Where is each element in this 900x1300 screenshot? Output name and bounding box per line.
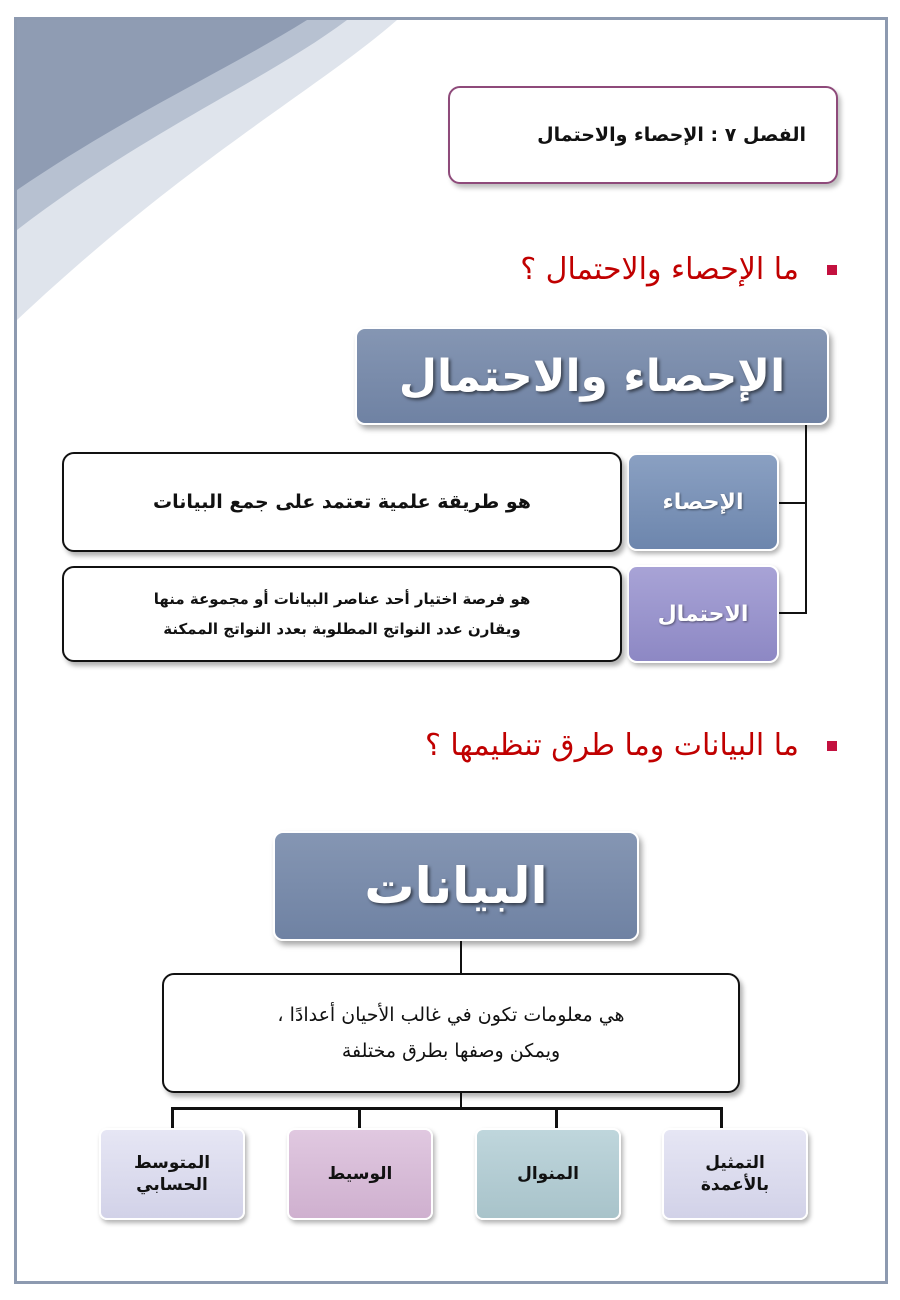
definition-probability-line-2: ويقارن عدد النواتج المطلوبة بعدد النواتج الممكنة (163, 620, 521, 638)
method-mode-text: المنوال (517, 1163, 579, 1184)
bullet-icon (827, 741, 837, 751)
method-median (287, 1128, 433, 1220)
statistics-probability-title: الإحصاء والاحتمال (355, 327, 829, 425)
definition-statistics (62, 452, 622, 552)
connector-mode (555, 1107, 558, 1128)
method-mean-line-1: المتوسط (133, 1152, 211, 1173)
definition-probability (62, 566, 622, 662)
definition-probability-line-1: هو فرصة اختيار أحد عناصر البيانات أو مجموعة منها (153, 590, 531, 608)
data-title: البيانات (273, 831, 639, 941)
method-bar-graph (662, 1128, 808, 1220)
connector-ihtimal (779, 612, 807, 614)
connector-horizontal (171, 1107, 723, 1110)
data-definition-line-2: ويمكن وصفها بطرق مختلفة (341, 1040, 561, 1062)
connector-data-bottom (460, 1093, 462, 1107)
method-mode (475, 1128, 621, 1220)
definition-statistics-text: هو طريقة علمية تعتمد على جمع البيانات (153, 491, 531, 513)
question-statistics-probability (520, 252, 837, 287)
data-definition (162, 973, 740, 1093)
connector-data-top (460, 941, 462, 973)
label-statistics (627, 453, 779, 551)
label-probability-text: الاحتمال (657, 601, 749, 627)
method-mean-line-2: الحسابي (136, 1175, 208, 1195)
question-text: ما البيانات وما طرق تنظيمها ؟ (424, 728, 799, 763)
method-mean (99, 1128, 245, 1220)
page-frame (14, 17, 888, 1284)
connector-bars (720, 1107, 723, 1128)
bullet-icon (827, 265, 837, 275)
connector-vertical (805, 425, 807, 613)
method-bar-graph-line-2: بالأعمدة (700, 1175, 770, 1195)
method-median-text: الوسيط (327, 1163, 393, 1184)
question-text: ما الإحصاء والاحتمال ؟ (520, 252, 799, 287)
chapter-title-box (448, 86, 838, 184)
corner-decoration (17, 20, 447, 350)
chapter-title: الفصل ٧ : الإحصاء والاحتمال (537, 124, 806, 146)
connector-ihsaa (779, 502, 807, 504)
data-definition-line-1: هي معلومات تكون في غالب الأحيان أعدادًا ، (277, 1003, 625, 1026)
question-data (425, 728, 837, 763)
label-statistics-text: الإحصاء (662, 489, 744, 515)
method-bar-graph-line-1: التمثيل (705, 1152, 765, 1173)
label-probability (627, 565, 779, 663)
connector-median (358, 1107, 361, 1128)
connector-mean (171, 1107, 174, 1128)
